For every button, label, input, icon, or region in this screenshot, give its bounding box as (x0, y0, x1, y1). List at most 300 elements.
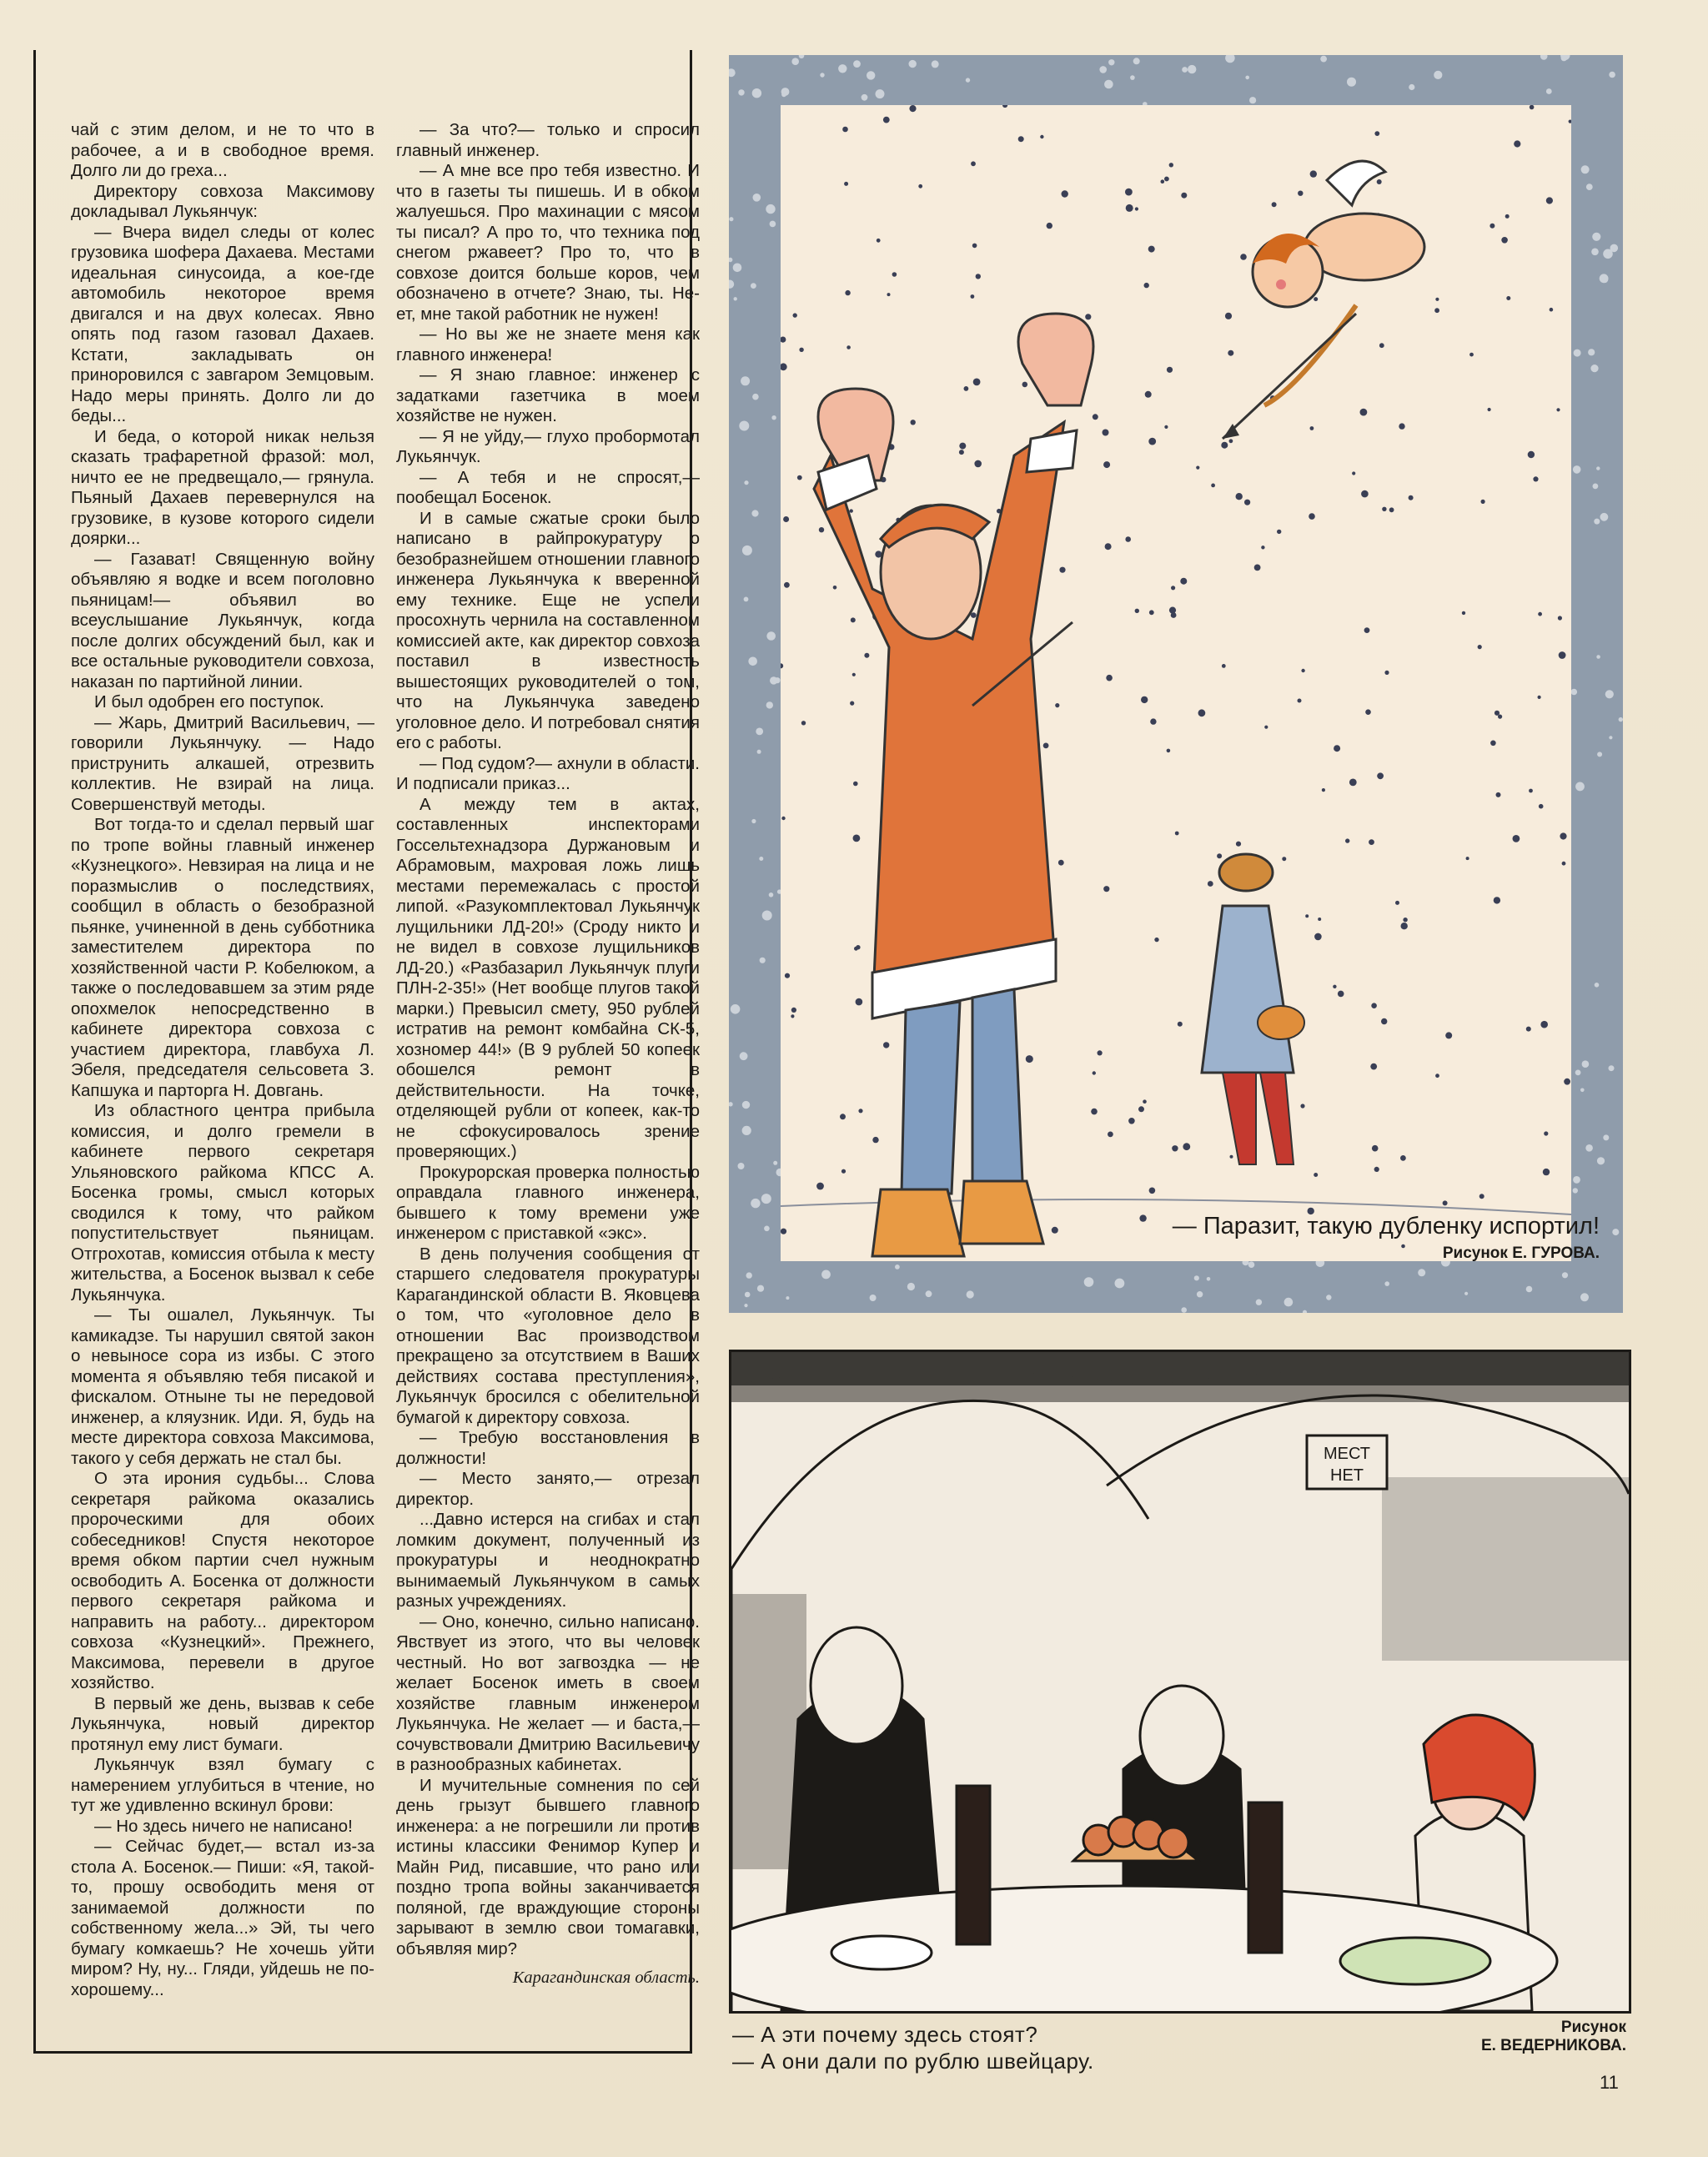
snowflake (791, 1008, 796, 1013)
cartoon-restaurant (729, 1350, 1631, 2014)
snowflake (1139, 1214, 1146, 1221)
snowflake (1298, 699, 1302, 703)
frost-dot (745, 1292, 751, 1298)
paragraph: Директору совхоза Максимову докладывал Лукьянчук: (71, 181, 374, 221)
snowflake (1108, 1132, 1113, 1138)
snowflake (1164, 425, 1168, 429)
frost-dot (1591, 249, 1599, 256)
snowflake (1240, 254, 1247, 260)
snowflake (1018, 136, 1024, 142)
frost-dot (1104, 80, 1113, 89)
snowflake (781, 363, 787, 370)
snowflake (1175, 832, 1179, 836)
frost-dot (729, 68, 736, 77)
snowflake (791, 1014, 794, 1018)
snowflake (1221, 442, 1228, 449)
snowflake (974, 460, 982, 468)
frost-dot (748, 657, 757, 666)
snowflake (1558, 616, 1562, 620)
frost-dot (966, 78, 970, 82)
frost-dot (1434, 71, 1442, 79)
snowflake (1198, 709, 1206, 716)
frost-dot (1099, 66, 1107, 73)
snowflake (1208, 881, 1213, 887)
snowflake (1513, 835, 1520, 842)
frost-dot (895, 1265, 900, 1270)
frost-dot (741, 376, 750, 385)
frost-dot (751, 819, 756, 823)
restaurant-illustration (731, 1352, 1629, 2011)
article-frame (33, 50, 700, 2054)
snowflake (972, 244, 977, 249)
frost-dot (1574, 349, 1581, 357)
snowflake (1478, 645, 1482, 649)
snowflake (1345, 838, 1349, 842)
snowflake (1361, 490, 1369, 498)
snowflake (1180, 578, 1187, 585)
frost-dot (799, 55, 805, 58)
snowflake (850, 509, 853, 512)
article-signature: Карагандинская область. (512, 1968, 700, 1987)
svg-text:НЕТ: НЕТ (1330, 1466, 1364, 1485)
snowflake (844, 182, 848, 186)
cartoon-winter-panel (781, 105, 1571, 1261)
cartoon-winter-caption: — Паразит, такую дубленку испортил! (1172, 1213, 1600, 1239)
snowflake (1530, 105, 1535, 109)
frost-dot (1619, 717, 1623, 722)
frost-dot (820, 73, 824, 77)
frost-dot (1581, 165, 1590, 173)
snowflake (1091, 1109, 1098, 1115)
frost-dot (1249, 97, 1256, 103)
snowflake (1309, 513, 1315, 520)
frost-dot (926, 1290, 932, 1297)
snowflake (1196, 466, 1199, 470)
frost-dot (1245, 76, 1249, 80)
snowflake (1264, 726, 1268, 729)
snowflake (841, 1169, 846, 1174)
snowflake (1181, 193, 1187, 199)
snowflake (1310, 426, 1314, 430)
frost-dot (1526, 1286, 1533, 1293)
paragraph: В день получения сообщения от старшего следователя прокуратуры Карагандинской области В. Яковцева о том, что «уголовное дело в отношении Вас производством прекращено за отсутствием в Ваших действиях состава преступления», Лукьянчук бросился с обелительной бумагой к директору совхоза. (396, 1244, 700, 1427)
paragraph: И беда, о которой никак нельзя сказать трафаретной фразой: мол, ничто ее не предвещало,— грянула. Пьяный Дахаев перевернулся на грузовике, в кузове которого сидели доярки... (71, 426, 374, 548)
frost-dot (1207, 1277, 1211, 1281)
snowflake (971, 294, 975, 299)
snowflake (1409, 495, 1414, 500)
paragraph: — Но здесь ничего не написано! (94, 1816, 353, 1836)
snowflake (1381, 1018, 1387, 1024)
snowflake (842, 127, 848, 133)
snowflake (1400, 1155, 1406, 1161)
snowflake (1333, 985, 1336, 988)
frost-dot (751, 510, 758, 516)
frost-dot (731, 1004, 741, 1014)
frost-dot (744, 597, 749, 602)
snowflake (1125, 189, 1133, 196)
snowflake (1244, 500, 1250, 505)
snowflake (1382, 507, 1386, 511)
snowflake (883, 1042, 889, 1048)
snowflake (1164, 177, 1169, 182)
snowflake (1236, 842, 1241, 847)
snowflake (1445, 1032, 1452, 1038)
svg-text:МЕСТ: МЕСТ (1324, 1445, 1370, 1463)
frost-dot (751, 1199, 760, 1208)
frost-dot (1320, 56, 1327, 63)
snowflake (1435, 298, 1439, 301)
snowflake (1172, 1145, 1178, 1151)
frost-dot (1582, 1060, 1590, 1068)
snowflake (1126, 204, 1133, 212)
paragraph: — Я не уйду,— глухо пробормотал Лукьянчук. (396, 426, 700, 466)
snowflake (1022, 382, 1028, 388)
frost-dot (771, 415, 776, 420)
cartoon-restaurant-caption-1: — А эти почему здесь стоят? (732, 2022, 1038, 2047)
snowflake (1236, 493, 1243, 500)
cartoon-winter (729, 55, 1623, 1313)
paragraph: Лукьянчук взял бумагу с намерением углубиться в чтение, но тут же удивленно вскинул брови: (71, 1755, 374, 1815)
frost-dot (876, 89, 885, 98)
snowflake (1169, 163, 1173, 167)
frost-dot (770, 221, 776, 228)
snowflake (1533, 476, 1538, 481)
snowflake (1379, 343, 1384, 348)
frost-dot (1248, 1261, 1255, 1268)
snowflake (1401, 1244, 1405, 1249)
snowflake (1540, 1021, 1548, 1028)
snowflake (1466, 857, 1469, 860)
snowflake (1103, 886, 1109, 892)
snowflake (1026, 1055, 1033, 1063)
snowflake (1505, 214, 1510, 219)
frost-dot (862, 94, 868, 101)
snowflake (1261, 546, 1264, 549)
snowflake (1229, 439, 1233, 443)
paragraph: И был одобрен его поступок. (94, 692, 324, 711)
snowflake (1230, 1155, 1233, 1159)
snowflake (1254, 565, 1261, 571)
snowflake (845, 290, 850, 295)
snowflake (1434, 308, 1439, 313)
frost-dot (739, 421, 749, 431)
frost-dot (967, 1290, 974, 1298)
snowflake (1352, 471, 1355, 475)
paragraph: И в самые сжатые сроки было написано в райпрокуратуру о безобразнейшем отношении главного инженера Лукьянчука к вверенной ему технике. Еще не успели просохнуть чернила на составленном комиссией акте, как директор совхоза поставил в известность вышестоящих руководителей о том, что на Лукьянчука заведено уголовное дело. И потребовал снятия его с работы. (396, 508, 700, 752)
frost-dot (1609, 736, 1612, 739)
frost-dot (838, 64, 846, 73)
snowflake (1569, 120, 1571, 123)
credit-line: Е. ВЕДЕРНИКОВА. (1480, 2037, 1626, 2054)
frost-dot (1575, 782, 1585, 792)
frost-dot (821, 1270, 831, 1280)
frost-dot (766, 701, 773, 708)
frost-dot (1181, 1307, 1187, 1313)
snowflake (1135, 207, 1138, 210)
paragraph: — Сейчас будет,— встал из-за стола А. Босенок.— Пиши: «Я, такой-то, прошу освободить меня от занимаемой должности по собственному жела...» Эй, ты чего бумагу комкаешь? Не хочешь уйти миром? Ну, ну... Гляди, уйдешь не по-хорошему... (71, 1837, 374, 1999)
frost-dot (1133, 58, 1140, 64)
woman-in-fur-hat (1202, 854, 1304, 1164)
snowflake (1556, 408, 1560, 411)
frost-dot (756, 728, 763, 736)
snowflake (858, 1109, 862, 1113)
snowflake (1501, 237, 1508, 244)
snowflake (1514, 140, 1520, 147)
paragraph: — Оно, конечно, сильно написано. Явствует из этого, что вы человек честный. Но вот загвоздка — не желает Босенок иметь в своем хозяйстве главным инженером Лукьянчука. Не желает — и баста,— сочувствовали Дмитрию Васильевичу в разнообразных кабинетах. (396, 1611, 700, 1774)
snowflake (1183, 1143, 1190, 1150)
snowflake (1171, 586, 1175, 590)
snowflake (1560, 832, 1566, 839)
snowflake (799, 348, 803, 352)
snowflake (1338, 991, 1344, 998)
snowflake (1093, 414, 1098, 420)
paragraph: Из областного центра прибыла комиссия, и долго гремели в кабинете первого секретаря Ульяновского райкома КПСС А. Босенка громы, смысл которых сводился к тому, что райком попустительствует пьяницам. Отгрохотав, комиссия отбыла к месту жительства, а Босенок вызвал к себе Лукьянчука. (71, 1101, 374, 1305)
snowflake (783, 516, 789, 522)
snowflake (851, 617, 856, 622)
frost-dot (729, 1102, 733, 1106)
frost-dot (1609, 1065, 1615, 1071)
snowflake (1103, 430, 1109, 436)
frost-dot (729, 258, 732, 262)
paragraph: Прокурорская проверка полностью оправдала главного инженера, бывшего к тому времени уже инженером с приставкой «экс». (396, 1162, 700, 1243)
frost-dot (752, 394, 759, 400)
snowflake (1217, 853, 1222, 858)
paragraph: — А мне все про тебя известно. И что в газеты ты пишешь. И в обком жалуешься. Про махинации с мясом ты писал? А про то, что техника под снегом ржавеет? Про то, что в совхозе доится больше коров, чем обозначено в отчете? Знаю, ты. Не-ет, мне такой работник не нужен! (396, 161, 700, 324)
snowflake (1435, 1073, 1439, 1078)
snowflake (1462, 611, 1465, 615)
frost-dot (774, 677, 780, 683)
snowflake (1364, 627, 1370, 633)
frost-dot (1600, 274, 1609, 283)
frost-dot (734, 297, 737, 300)
snowflake (1559, 651, 1566, 659)
frost-dot (1575, 1070, 1581, 1076)
frost-dot (753, 194, 761, 202)
paragraph: — Я знаю главное: инженер с задатками газетчика в моем хозяйстве не нужен. (396, 365, 700, 425)
cartoon-winter-credit: Рисунок Е. ГУРОВА. (1442, 1244, 1600, 1262)
frost-dot (1188, 65, 1196, 73)
snowflake (1494, 897, 1500, 903)
snowflake (1349, 779, 1357, 787)
snowflake (1141, 696, 1148, 703)
frost-dot (744, 480, 748, 485)
snowflake (1149, 1188, 1156, 1194)
frost-dot (1603, 1134, 1609, 1140)
frost-dot (1115, 1279, 1125, 1289)
frost-dot (786, 1296, 789, 1300)
snowflake (1178, 1022, 1183, 1027)
article-column-1 (71, 120, 374, 2000)
frost-dot (742, 1101, 750, 1109)
frost-dot (766, 204, 775, 214)
frost-dot (766, 631, 776, 641)
snowflake (1059, 567, 1065, 573)
snowflake (1282, 857, 1286, 861)
paragraph: — Газават! Священную войну объявляю я водке и всем поголовно пьяницам!— объявил во всеуслышание Лукьянчук, когда после долгих обсуждений был, как и все остальные руководители совхоза, наказан по партийной линии. (71, 549, 374, 691)
snowflake (883, 117, 890, 123)
frost-dot (1573, 1188, 1578, 1193)
snowflake (1334, 745, 1340, 752)
frost-dot (1108, 59, 1114, 65)
snowflake (1374, 131, 1379, 136)
frost-dot (1592, 233, 1600, 241)
snowflake (1526, 1027, 1531, 1032)
snowflake (1040, 135, 1043, 138)
cartoon-restaurant-credit (1481, 2019, 1626, 2055)
snowflake (1135, 609, 1139, 613)
snowflake (853, 782, 858, 787)
frost-dot (746, 1272, 752, 1278)
snowflake (853, 835, 861, 842)
frost-dot (791, 58, 799, 65)
snowflake (1085, 314, 1091, 319)
snowflake (1370, 1063, 1377, 1070)
snowflake (781, 337, 786, 343)
cartoon-restaurant-caption-2: — А они дали по рублю швейцару. (732, 2049, 1094, 2074)
snowflake (1365, 709, 1371, 715)
article-column-2 (396, 120, 700, 1989)
paragraph: — Жарь, Дмитрий Васильевич, — говорили Лукьянчуку. — Надо приструнить алкашей, отрезвить коллектив. Не взирай на лица. Совершенствуй методы. (71, 712, 374, 814)
frost-dot (853, 60, 861, 68)
snowflake (1399, 423, 1404, 429)
frost-dot (1612, 1229, 1619, 1235)
snowflake (1047, 223, 1052, 229)
snowflake (1272, 202, 1277, 207)
frost-dot (1130, 75, 1135, 80)
snowflake (1093, 1071, 1096, 1074)
snowflake (1401, 923, 1408, 929)
frost-dot (1197, 1291, 1203, 1297)
snowflake (1506, 296, 1510, 300)
frost-dot (757, 1285, 764, 1292)
frost-dot (757, 750, 761, 754)
frost-dot (932, 60, 939, 68)
snowflake (833, 586, 837, 590)
paragraph: О эта ирония судьбы... Слова секретаря райкома оказались пророческими для обоих собеседников! Спустя некоторое время обком партии счел нужным освободить А. Босенка от должности первого секретаря райкома и направить на работу... директором совхоза «Кузнецкий». Прежнего, Максимова, перевели в другое хозяйство. (71, 1469, 374, 1692)
frost-dot (773, 1161, 777, 1165)
snowflake (877, 239, 881, 243)
snowflake (959, 450, 964, 455)
snowflake (1443, 1200, 1448, 1205)
frost-dot (1590, 365, 1598, 372)
snowflake (1314, 933, 1322, 941)
snowflake (801, 721, 806, 725)
frost-dot (1546, 88, 1552, 94)
snowflake (1564, 1078, 1570, 1085)
frost-dot (762, 911, 772, 921)
snowflake (1222, 664, 1226, 668)
snowflake (1371, 1003, 1377, 1008)
snowflake (1150, 718, 1156, 724)
frost-dot (1596, 466, 1600, 470)
snowflake (1310, 170, 1317, 177)
snowflake (797, 475, 802, 480)
frost-dot (1084, 1277, 1094, 1287)
frost-dot (1594, 519, 1600, 525)
paragraph: — Но вы же не знаете меня как главного инженера! (396, 324, 700, 365)
snowflake (1167, 749, 1171, 753)
paragraph: — Ты ошалел, Лукьянчук. Ты камикадзе. Ты нарушил святой закон о невыносе сора из избы. С этого момента я объявляю тебя писакой и фискалом. Отныне ты не передовой инженер, а кляузник. Иди. Я, будь на месте директора совхоза Максимова, такого у себя держать не стал бы. (71, 1305, 374, 1468)
snowflake (1389, 507, 1394, 512)
snowflake (1228, 350, 1233, 356)
snowflake (1138, 1106, 1144, 1112)
snowflake (1550, 308, 1554, 312)
frost-dot (738, 1163, 745, 1169)
frost-dot (1256, 1300, 1262, 1305)
snowflake (1314, 1173, 1318, 1177)
snowflake (1322, 788, 1325, 792)
snowflake (1125, 536, 1131, 542)
frost-dot (1326, 1295, 1331, 1300)
snowflake (1055, 703, 1059, 707)
snowflake (1369, 839, 1374, 845)
snowflake (1490, 741, 1496, 747)
snowflake (1543, 1169, 1550, 1175)
snowflake (1225, 313, 1232, 319)
frost-dot (1596, 655, 1600, 659)
frost-dot (1573, 465, 1581, 474)
snowflake (1538, 696, 1541, 699)
frost-dot (1605, 690, 1614, 698)
snowflake (856, 998, 863, 1006)
paragraph: — Требую восстановления в должности! (396, 1428, 700, 1468)
frost-dot (752, 88, 761, 98)
frost-dot (742, 1126, 751, 1135)
frost-dot (1600, 513, 1609, 521)
frost-dot (733, 264, 742, 273)
snowflake (781, 1229, 786, 1234)
frost-dot (729, 217, 733, 221)
frost-dot (1580, 1293, 1589, 1301)
snowflake (1161, 179, 1165, 184)
frost-dot (1540, 55, 1548, 60)
snowflake (1305, 914, 1309, 918)
snowflake (819, 527, 824, 532)
snowflake (1538, 612, 1542, 616)
winter-illustration (781, 105, 1571, 1261)
frost-dot (759, 857, 763, 861)
snowflake (1043, 743, 1049, 749)
snowflake (1149, 610, 1154, 615)
snowflake (918, 184, 922, 189)
snowflake (872, 1137, 878, 1143)
snowflake (1211, 484, 1215, 488)
snowflake (964, 386, 969, 391)
snowflake (959, 443, 966, 450)
snowflake (1301, 669, 1304, 672)
paragraph: И мучительные сомнения по сей день грызут бывшего главного инженера: а не погрешили ли против истины классики Фенимор Купер и Майн Рид, писавшие, что рано или поздно тропа войны заканчивается поляной, где враждующие стороны зарывают в землю свои томагавки, объявляя мир? (396, 1775, 700, 1958)
snowflake (1052, 1227, 1058, 1234)
frost-dot (1597, 752, 1602, 757)
paragraph: — Вчера видел следы от колес грузовика шофера Дахаева. Местами идеальная синусоида, а кое-где автомобиль некоторое время двигался и на двух колесах. Явно опять под газом газовал Дахаев. Кстати, закладывать он приноровился с завгаром Земцовым. Надо меры принять. Долго ли до беды... (71, 222, 374, 425)
frost-dot (1580, 1089, 1585, 1093)
snowflake (971, 161, 976, 166)
snowflake (1318, 918, 1321, 921)
snowflake (1106, 675, 1113, 681)
frost-dot (1225, 55, 1235, 63)
snowflake (850, 701, 854, 706)
snowflake (1377, 179, 1382, 184)
snowflake (1058, 860, 1064, 866)
frost-dot (1409, 84, 1414, 90)
frost-dot (764, 1226, 770, 1232)
snowflake (785, 973, 790, 978)
frost-dot (867, 71, 875, 79)
frost-dot (1588, 349, 1595, 355)
snowflake (1498, 715, 1502, 719)
paragraph: — За что?— только и спросил главный инженер. (396, 120, 700, 160)
snowflake (1539, 804, 1544, 809)
